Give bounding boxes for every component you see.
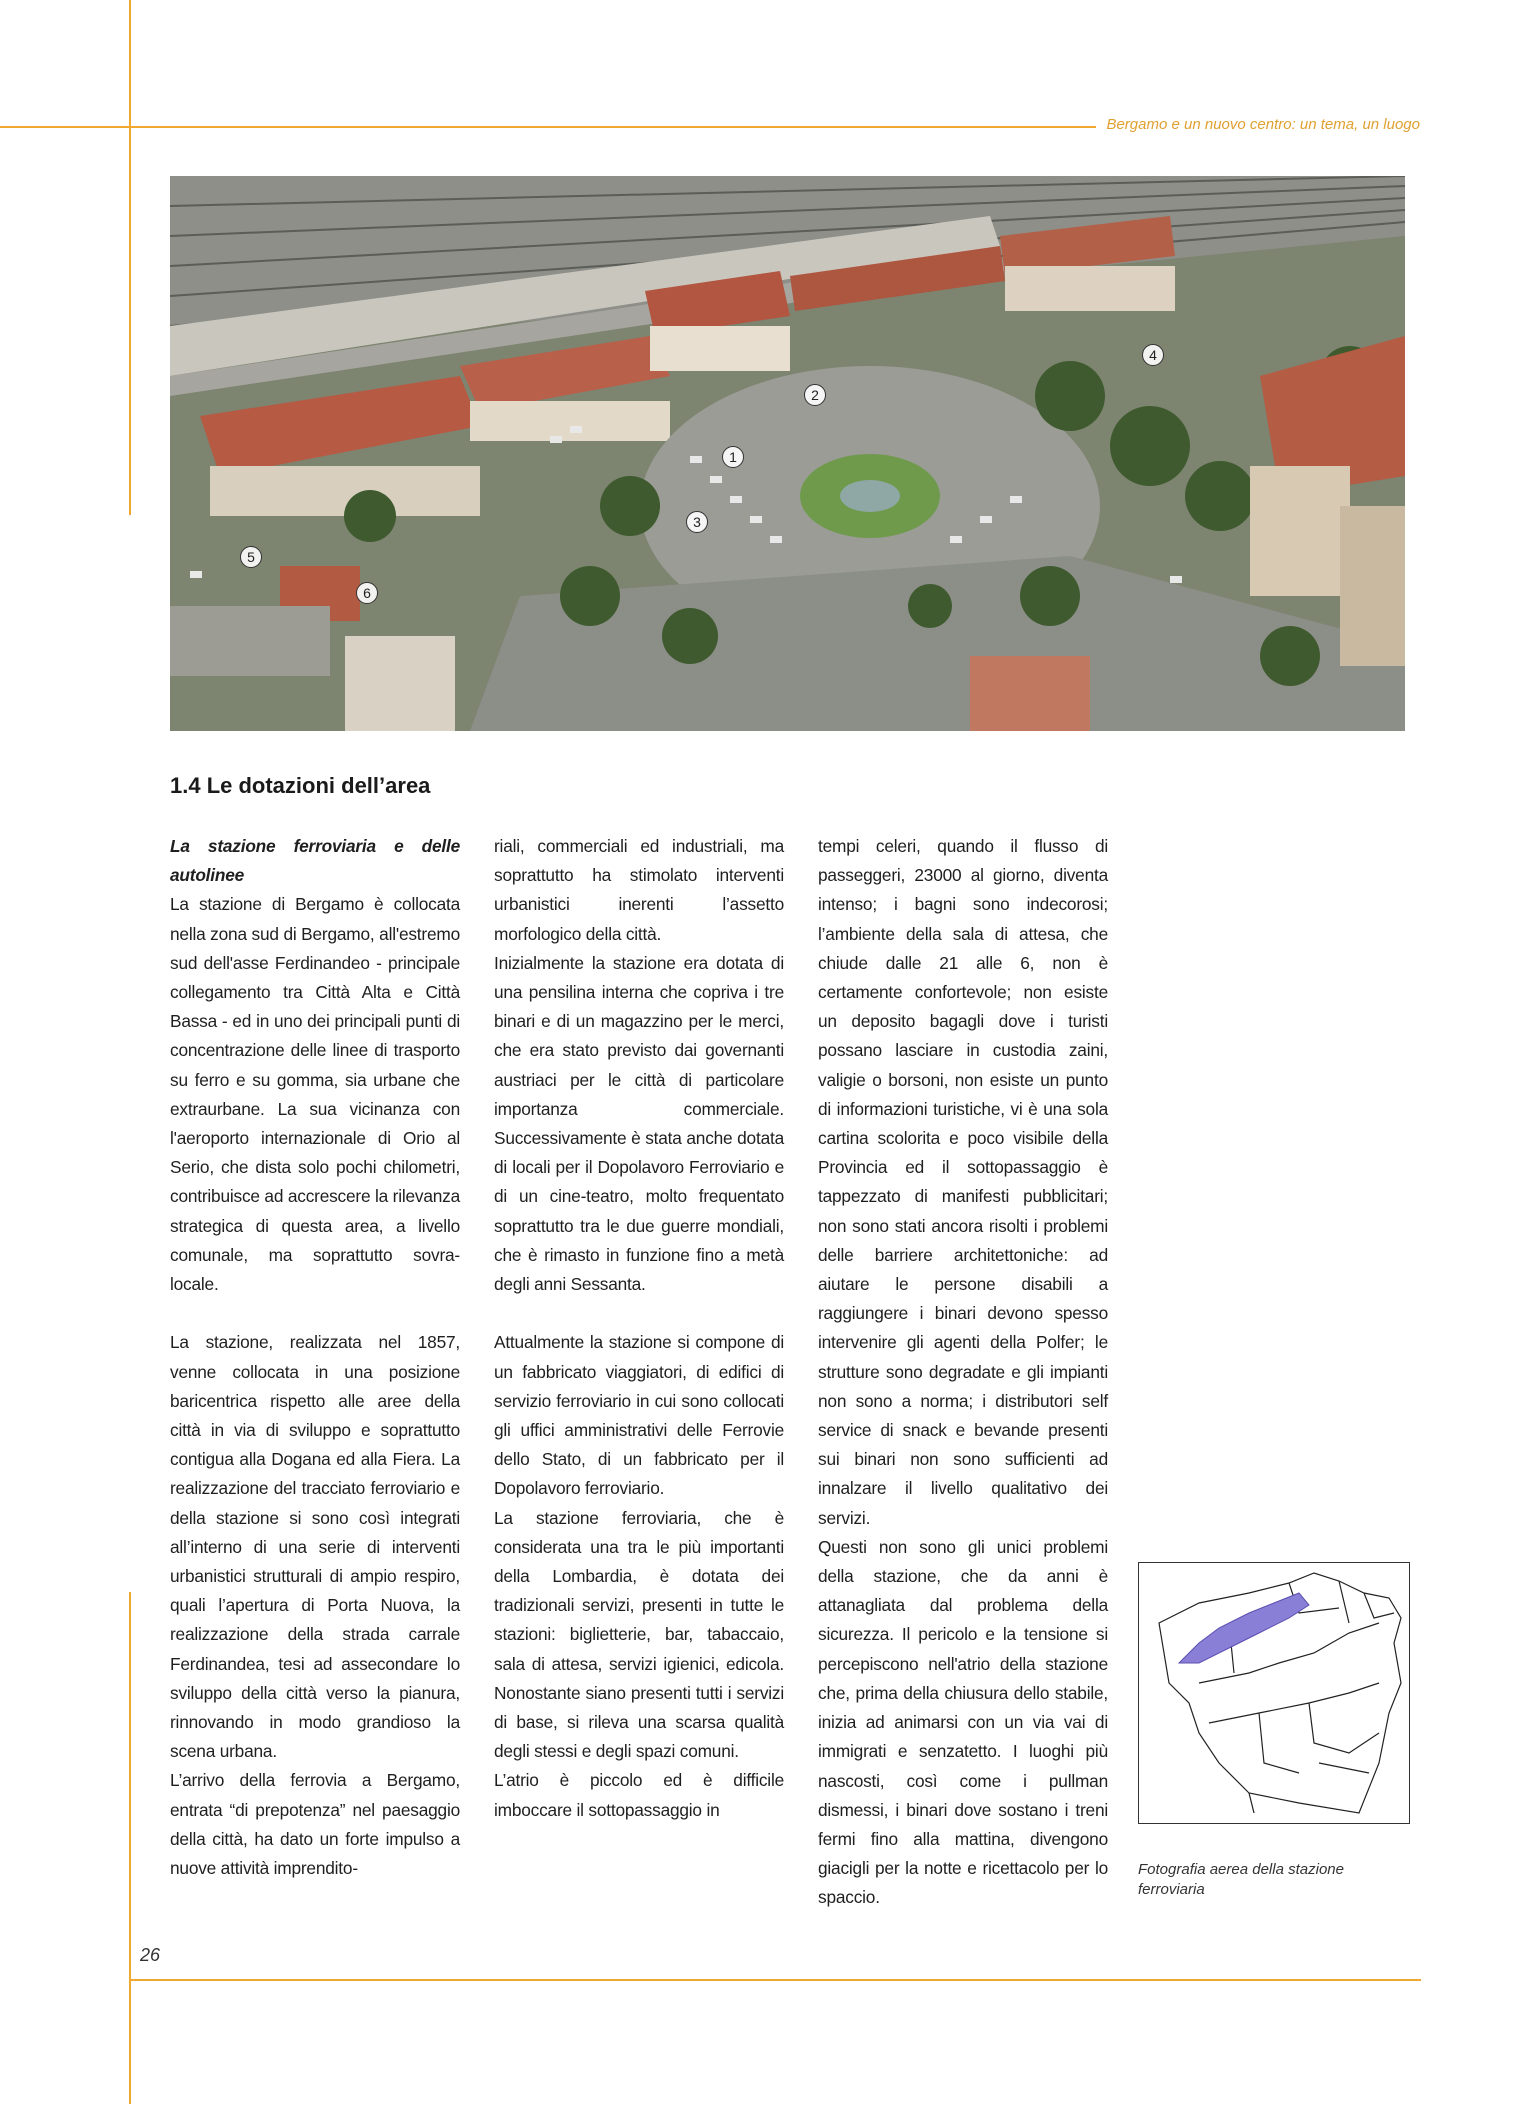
text-column-2 <box>494 832 784 1825</box>
paragraph: La stazione, realizzata nel 1857, venne collocata in una posizione baricentrica rispetto alle aree della città in via di sviluppo e soprattutto contigua alla Dogana ed alla Fiera. La realizzazione del tracciato ferroviario e della stazione si sono così integrati all’interno di una serie di interventi urbanistici strutturali di ampio respiro, quali l’apertura di Porta Nuova, la realizzazione della strada carrale Ferdinandea, tesi ad assecondare lo sviluppo della città verso la pianura, rinnovando in modo grandioso la scena urbana. <box>170 1332 460 1762</box>
aerial-photo <box>170 176 1405 731</box>
photo-marker-1: 1 <box>722 446 744 468</box>
running-title: Bergamo e un nuovo centro: un tema, un luogo <box>1096 116 1420 133</box>
paragraph: riali, commerciali ed industriali, ma soprattutto ha stimolato interventi urbanistici inerenti l’assetto morfologico della città. <box>494 836 784 944</box>
photo-marker-5: 5 <box>240 546 262 568</box>
image-caption: Fotografia aerea della stazione ferroviaria <box>1138 1861 1344 1898</box>
text-column-1 <box>170 832 460 1883</box>
page-number: 26 <box>140 1945 161 1965</box>
margin-rule-top <box>129 0 131 515</box>
margin-rule-bottom <box>129 1592 131 2104</box>
photo-marker-4: 4 <box>1142 344 1164 366</box>
text-column-3 <box>818 832 1108 1913</box>
paragraph: L’arrivo della ferrovia a Bergamo, entrata “di prepotenza” nel paesaggio della città, ha dato un forte impulso a nuove attività imprendito- <box>170 1770 460 1879</box>
paragraph: Questi non sono gli unici problemi della stazione, che da anni è attanagliata dal problema della sicurezza. Il pericolo e la tensione si percepiscono nell'atrio della stazione che, prima della chiusura dello stabile, inizia ad animarsi con un via vai di immigrati e senzatetto. I luoghi più nascosti, così come i pullman dismessi, i binari dove sostano i treni fermi fino alla mattina, divengono giacigli per la notte e ricettacolo per lo spaccio. <box>818 1536 1108 1908</box>
paragraph: La stazione di Bergamo è collocata nella zona sud di Bergamo, all'estremo sud dell'asse Ferdinandeo - principale collegamento tra Città Alta e Città Bassa - ed in uno dei principali punti di concentrazione delle linee di trasporto su ferro e su gomma, sia urbane che extraurbane. La sua vicinanza con l'aeroporto internazionale di Orio al Serio, che dista solo pochi chilometri, contribuisce ad accrescere la rilevanza strategica di questa area, a livello comunale, ma soprattutto sovra-locale. <box>170 894 460 1295</box>
paragraph: tempi celeri, quando il flusso di passeggeri, 23000 al giorno, diventa intenso; i bagni sono indecorosi; l’ambiente della sala di attesa, che chiude dalle 21 alle 6, non è certamente confortevole; non esiste un deposito bagagli dove i turisti possano lasciare in custodia zaini, valigie o borsoni, non esiste un punto di informazioni turistiche, vi è una sola cartina scolorita e poco visibile della Provincia ed il sottopassaggio è tappezzato di manifesti pubblicitari; non sono stati ancora risolti i problemi delle barriere architettoniche: ad aiutare le persone disabili a raggiungere i binari devono spesso intervenire gli agenti della Polfer; le strutture sono degradate e gli impianti non sono a norma; i distributori self service di snack e bevande presenti sui binari non sono sufficienti ad innalzare il livello qualitativo dei servizi. <box>818 836 1108 1528</box>
photo-marker-6: 6 <box>356 582 378 604</box>
paragraph: Inizialmente la stazione era dotata di una pensilina interna che copriva i tre binari e di un magazzino per le merci, che era stato previsto dai governanti austriaci per le città di particolare importanza commerciale. Successivamente è stata anche dotata di locali per il Dopolavoro Ferroviario e di un cine-teatro, molto frequentato soprattutto tra le due guerre mondiali, che è rimasto in funzione fino a metà degli anni Sessanta. <box>494 952 784 1295</box>
paragraph: L’atrio è piccolo ed è difficile imboccare il sottopassaggio in <box>494 1770 784 1820</box>
location-map <box>1138 1562 1410 1824</box>
paragraph: La stazione ferroviaria, che è considerata una tra le più importanti della Lombardia, è dotata dei tradizionali servizi, presenti in tutte le stazioni: biglietterie, bar, tabaccaio, sala di attesa, servizi igienici, edicola. Nonostante siano presenti tutti i servizi di base, si rileva una scarsa qualità degli stessi e degli spazi comuni. <box>494 1507 784 1762</box>
footer-rule <box>131 1979 1421 1981</box>
photo-marker-2: 2 <box>804 384 826 406</box>
section-title: 1.4 Le dotazioni dell’area <box>170 773 431 798</box>
subheading: La stazione ferroviaria e delle autolinee <box>170 836 460 886</box>
paragraph: Attualmente la stazione si compone di un fabbricato viaggiatori, di edifici di servizio ferroviario in cui sono collocati gli uffici amministrativi delle Ferrovie dello Stato, di un fabbricato per il Dopolavoro ferroviario. <box>494 1332 784 1499</box>
photo-marker-3: 3 <box>686 511 708 533</box>
